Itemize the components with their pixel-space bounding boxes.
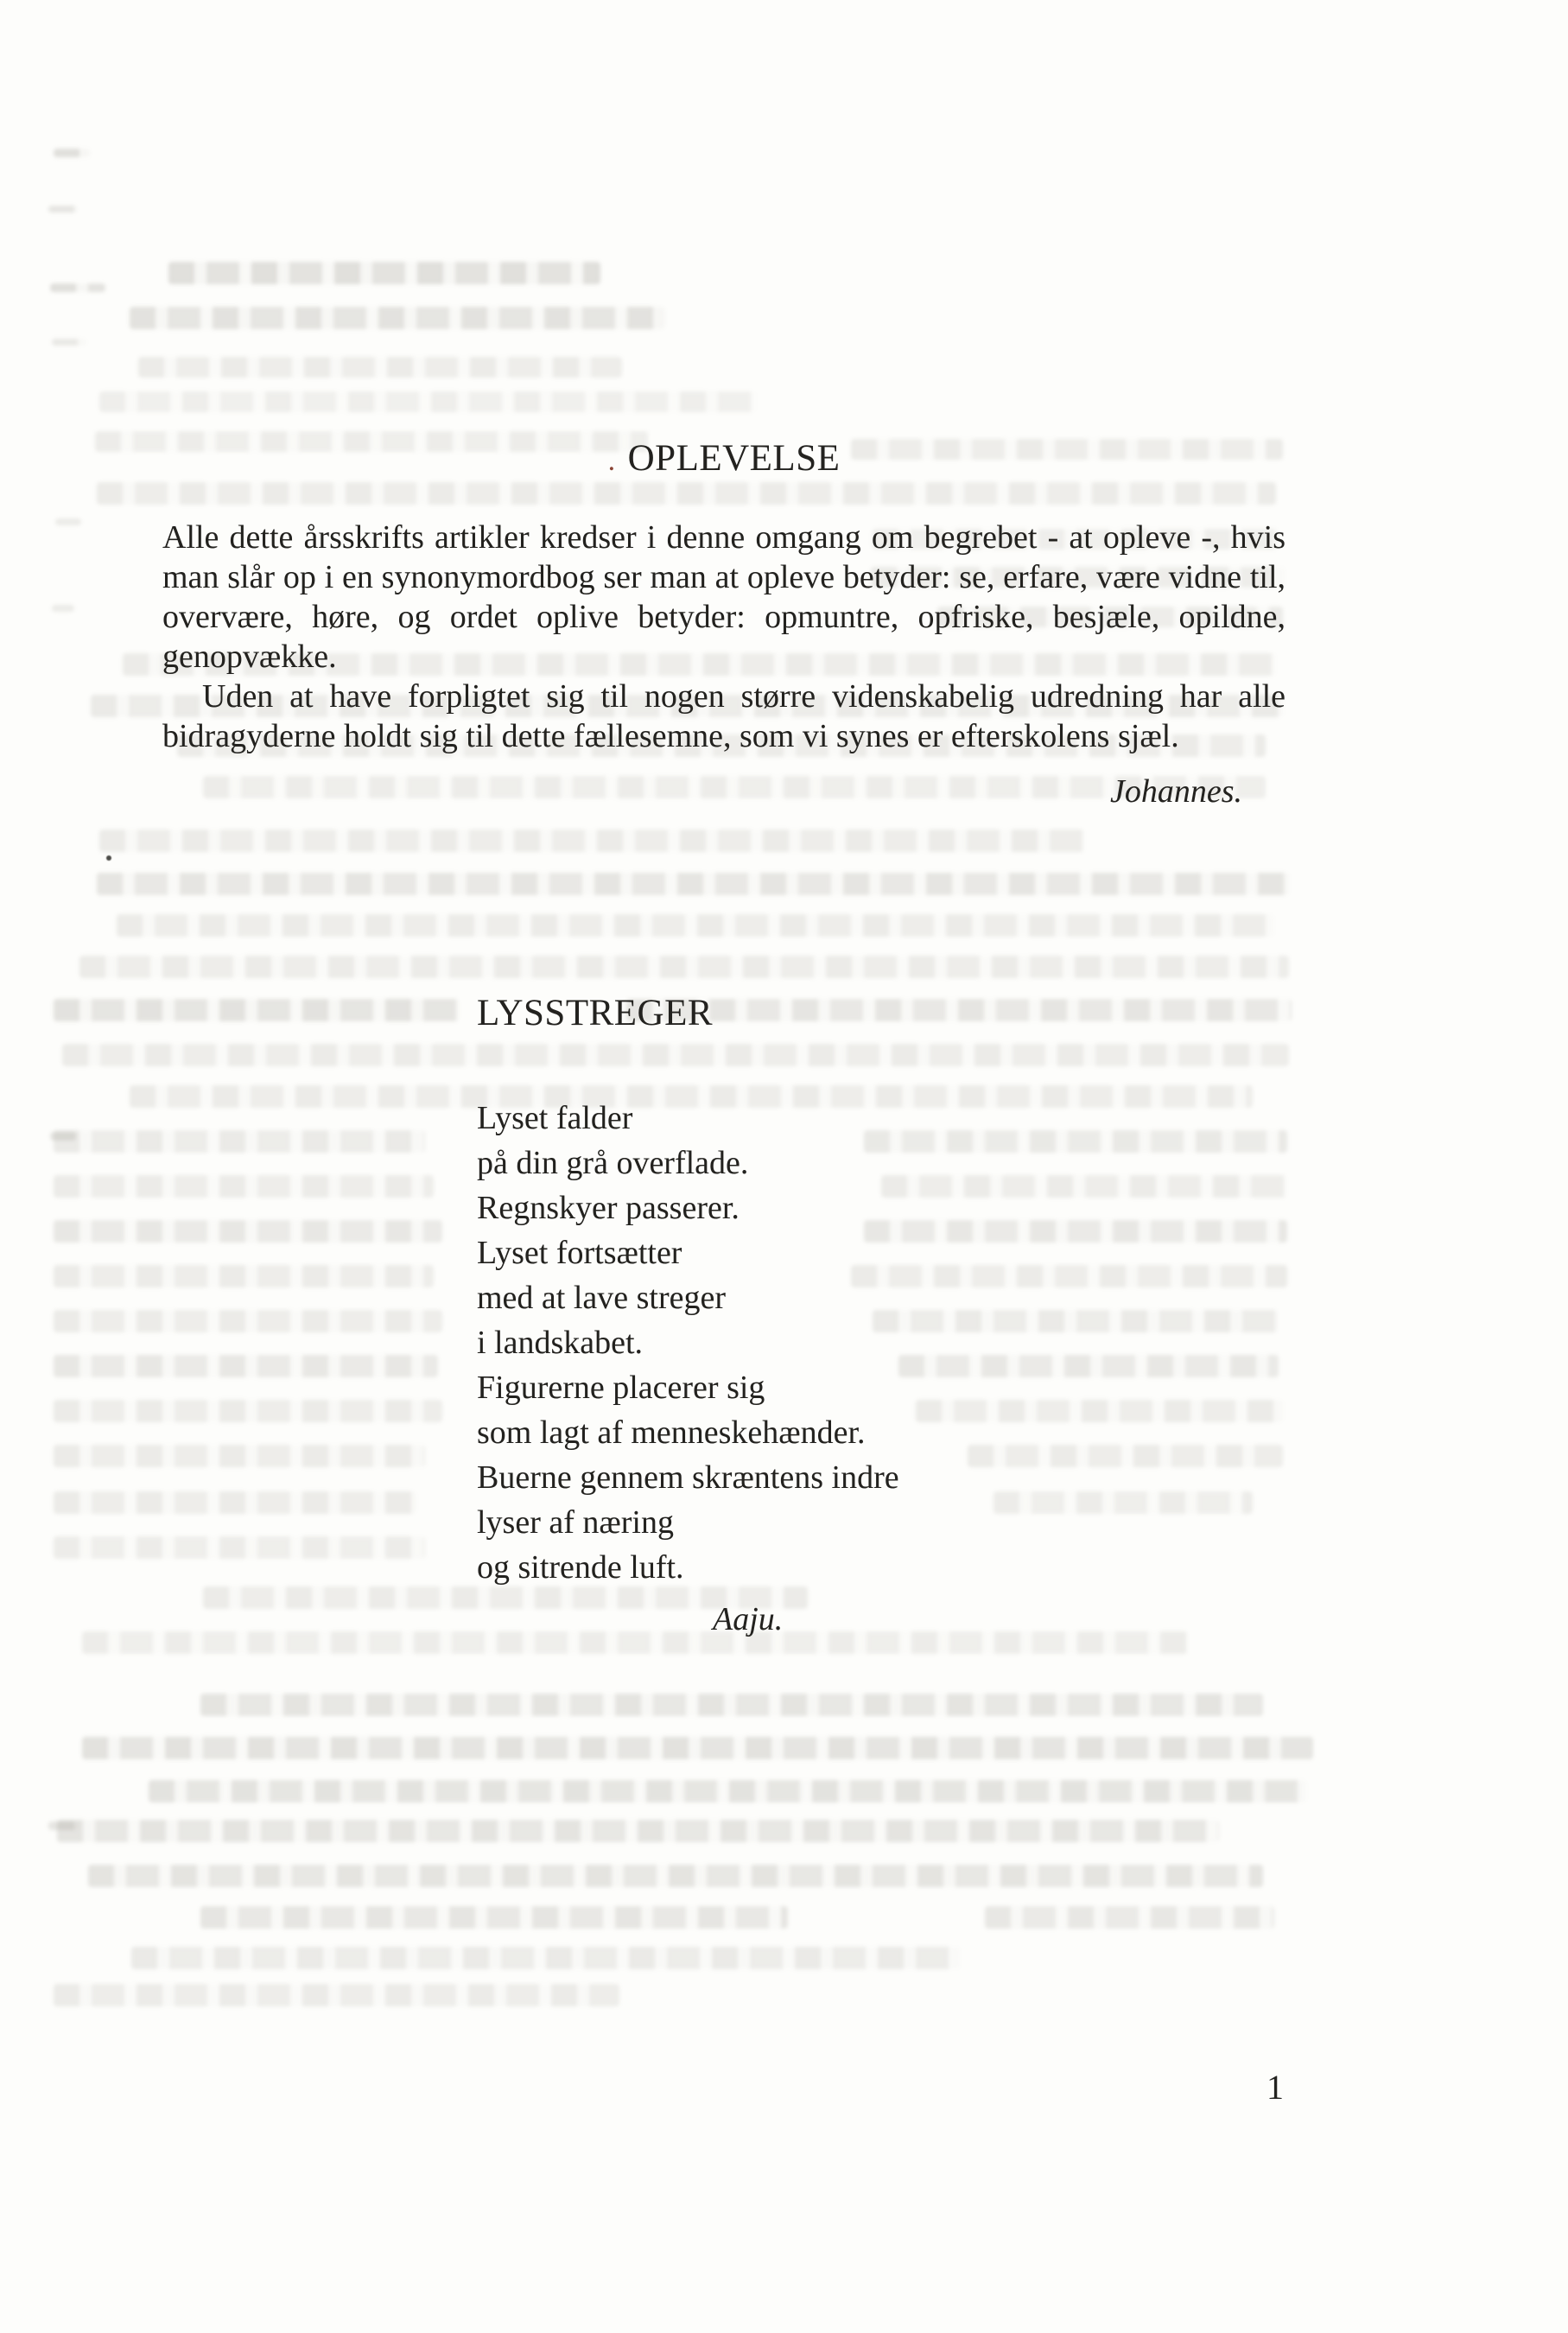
- poem-line: lyser af næring: [477, 1504, 674, 1541]
- bleedthrough-line: [54, 1491, 416, 1514]
- bleedthrough-line: [864, 1130, 1287, 1153]
- bleedthrough-line: [898, 1355, 1279, 1377]
- intro-paragraph-1: Alle dette årsskrifts artikler kredser i denne omgang om begrebet - at opleve -, hvis man slår op i en synonymordbog ser man at opleve betyder: se, erfare, være vidne til, overvære, høre, og ordet oplive betyder: opmuntre, opfriske, besjæle, opildne, genopvække.: [162, 519, 1286, 675]
- bleedthrough-line: [138, 357, 622, 378]
- bleedthrough-line: [54, 1265, 434, 1287]
- bleedthrough-line: [54, 999, 460, 1021]
- bleedthrough-line: [97, 873, 1289, 895]
- bleedthrough-line: [52, 339, 86, 346]
- poem-body: [477, 1096, 899, 1590]
- bleedthrough-line: [54, 1445, 425, 1467]
- poem-line: Lyset falder: [477, 1100, 633, 1136]
- bleedthrough-line: [57, 1820, 1219, 1842]
- bleedthrough-line: [54, 1355, 438, 1377]
- bleedthrough-line: [149, 1780, 1306, 1802]
- bleedthrough-line: [99, 830, 1084, 852]
- poem-title: LYSSTREGER: [477, 993, 714, 1033]
- bleedthrough-line: [968, 1445, 1283, 1467]
- bleedthrough-line: [916, 1400, 1283, 1422]
- poem-line: Lyset fortsætter: [477, 1235, 682, 1271]
- intro-section: [162, 518, 1286, 811]
- bleedthrough-line: [54, 149, 90, 157]
- bleedthrough-line: [50, 283, 105, 292]
- bleedthrough-line: [200, 1906, 788, 1929]
- page-number: 1: [1266, 2068, 1284, 2107]
- bleedthrough-line: [881, 1175, 1287, 1198]
- bleedthrough-line: [168, 262, 600, 284]
- article-title: [162, 439, 1286, 481]
- bleedthrough-line: [54, 1175, 434, 1198]
- title-prefix-dot: .: [607, 445, 616, 477]
- bleedthrough-line: [54, 1536, 425, 1559]
- bleedthrough-line: [82, 1737, 1313, 1759]
- poem-line: Regnskyer passerer.: [477, 1190, 740, 1226]
- bleedthrough-line: [864, 1220, 1287, 1243]
- bleedthrough-line: [54, 1310, 442, 1332]
- bleedthrough-line: [54, 1130, 425, 1153]
- bleedthrough-line: [55, 518, 81, 525]
- intro-paragraph-2: Uden at have forpligtet sig til nogen større videnskabelig udredning har alle bidragyderne holdt sig til dette fællesemne, som vi synes er efterskolens sjæl.: [162, 678, 1286, 754]
- bleedthrough-line: [993, 1491, 1253, 1514]
- poem-signature: Aaju.: [713, 1601, 784, 1637]
- bleedthrough-line: [88, 1865, 1263, 1887]
- bleedthrough-line: [48, 206, 78, 213]
- speck-artifact: [106, 855, 111, 861]
- bleedthrough-line: [200, 1694, 1263, 1716]
- bleedthrough-line: [130, 307, 665, 329]
- bleedthrough-line: [97, 482, 1276, 505]
- bleedthrough-line: [117, 914, 1274, 937]
- poem-line: på din grå overflade.: [477, 1145, 749, 1181]
- bleedthrough-line: [54, 1984, 619, 2006]
- bleedthrough-line: [873, 1310, 1279, 1332]
- poem-line: i landskabet.: [477, 1325, 644, 1361]
- poem-section: [477, 994, 899, 1642]
- bleedthrough-line: [48, 1821, 79, 1830]
- intro-signature: Johannes.: [1109, 773, 1242, 810]
- bleedthrough-line: [54, 1400, 442, 1422]
- poem-line: Buerne gennem skræntens indre: [477, 1459, 899, 1496]
- poem-line: og sitrende luft.: [477, 1549, 684, 1586]
- poem-line: med at lave streger: [477, 1280, 727, 1316]
- article-title-text: OPLEVELSE: [627, 438, 841, 479]
- bleedthrough-line: [54, 1220, 442, 1243]
- bleedthrough-line: [50, 1132, 76, 1141]
- bleedthrough-line: [99, 391, 756, 412]
- poem-line: som lagt af menneskehænder.: [477, 1414, 866, 1451]
- bleedthrough-line: [52, 605, 74, 612]
- bleedthrough-line: [851, 1265, 1287, 1287]
- bleedthrough-line: [79, 956, 1289, 978]
- bleedthrough-line: [131, 1947, 961, 1969]
- poem-line: Figurerne placerer sig: [477, 1370, 765, 1406]
- bleedthrough-line: [985, 1906, 1274, 1929]
